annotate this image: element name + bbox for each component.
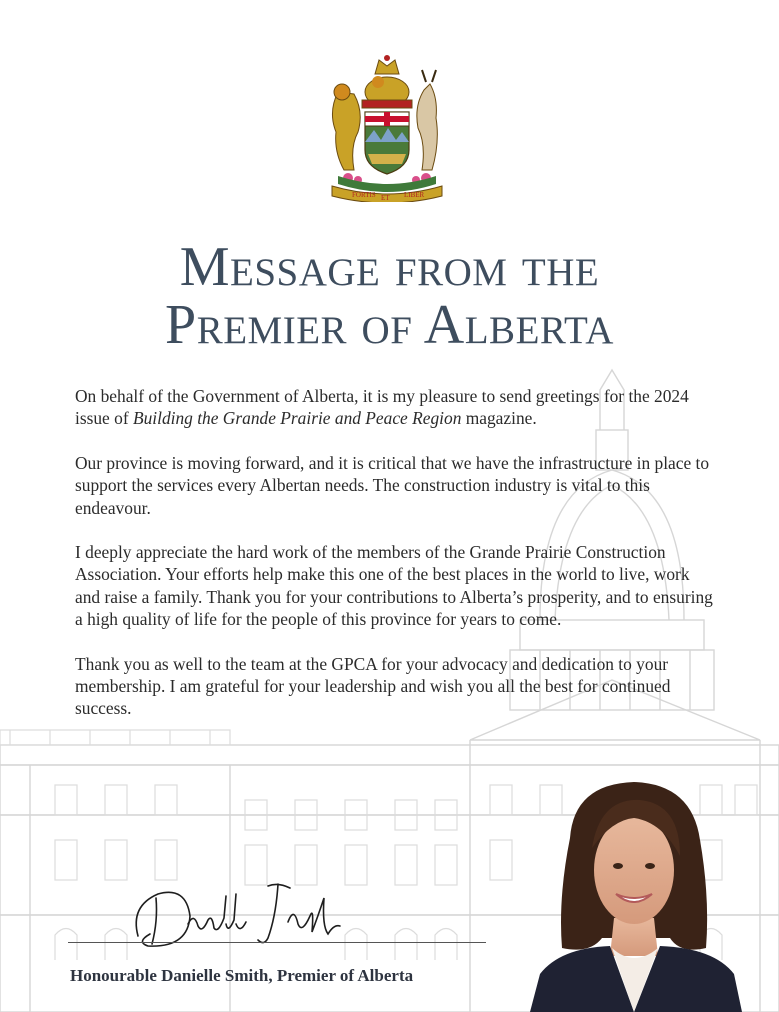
paragraph-3: I deeply appreciate the hard work of the members of the Grande Prairie Construction Association. Your efforts help make this one of the best places in the world to live, work and raise a family. Thank you for your contributions to Alberta’s prosperity, and to ensuring a high quality of life for the people of this province for years to come. [75, 542, 713, 630]
p1-text-end: magazine. [461, 408, 537, 429]
crest-motto-left: FORTIS [352, 191, 376, 199]
paragraph-1 [75, 385, 715, 430]
signatory-name: Honourable Danielle Smith, Premier of Alberta [70, 966, 414, 985]
premier-portrait-photo [530, 778, 742, 1012]
magazine-title: Building the Grande Prairie and Peace Region [132, 408, 462, 429]
title-line-2: Premier of Alberta [165, 294, 614, 356]
crest-motto-right: LIBER [404, 191, 425, 199]
p1-text: On behalf of the Government of Alberta, it is my pleasure to send greetings for the 2024 issue of [75, 386, 689, 429]
title-line-1: Message from the [179, 236, 600, 298]
crest-motto-mid: ET [381, 194, 390, 202]
alberta-coat-of-arms-emblem [318, 52, 456, 202]
signature-line [68, 942, 486, 943]
paragraph-4: Thank you as well to the team at the GPCA for your advocacy and dedication to your membership. I am grateful for your leadership and wish you all the best for continued success. [75, 653, 671, 719]
handwritten-signature [128, 876, 358, 956]
paragraph-2: Our province is moving forward, and it is critical that we have the infrastructure in place to support the services every Albertan needs. The construction industry is vital to this endeavour. [75, 452, 710, 518]
letter-body [75, 385, 715, 742]
page-title [0, 238, 779, 354]
